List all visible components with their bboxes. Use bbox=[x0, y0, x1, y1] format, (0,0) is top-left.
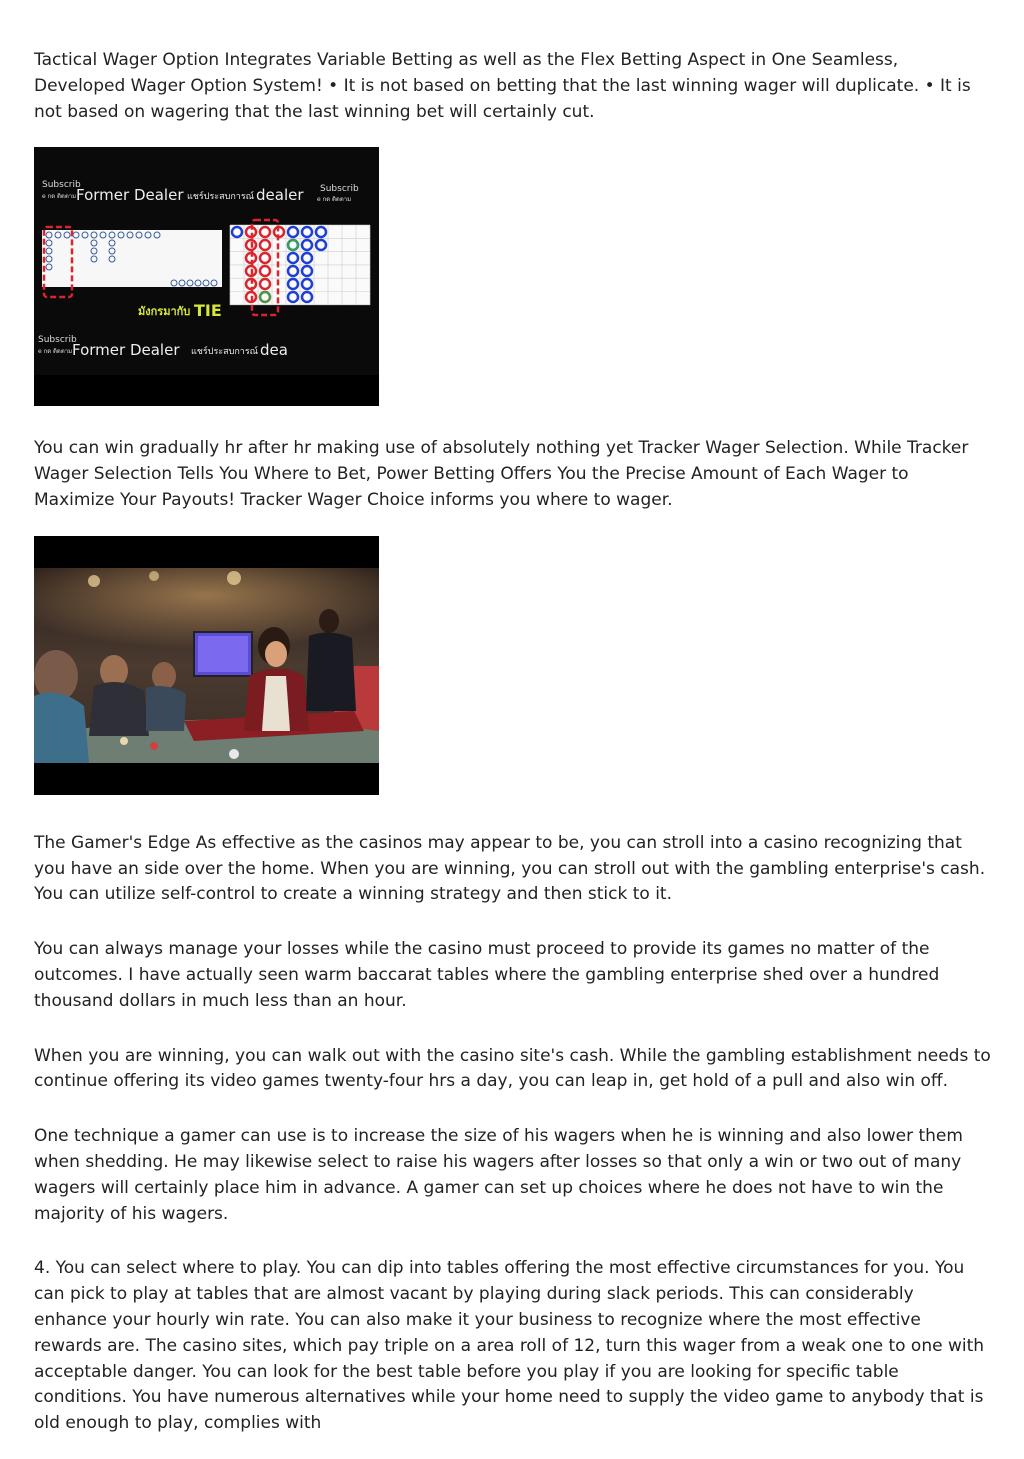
former-dealer-title: Former Dealer bbox=[76, 186, 184, 205]
bottom-subscribe-text: Subscrib bbox=[38, 335, 77, 346]
left-scoreboard bbox=[42, 230, 222, 287]
thai-title: แชร์ประสบการณ์ bbox=[187, 192, 255, 203]
paragraph-3: The Gamer's Edge As effective as the casinos may appear to be, you can stroll into a casino recognizing that you have an side over the home. When you are winning, you can stroll out with the gambling enterprise's cash. You can utilize self-control to create a winning strategy and then stick to it. bbox=[34, 832, 986, 905]
paragraph-4: You can always manage your losses while the casino must proceed to provide its games no matter of the outcomes. I have actually seen warm baccarat tables where the gambling enterprise shed over a hundred thousand dollars in much less than an hour. bbox=[34, 939, 940, 1011]
bottom-former-dealer: Former Dealer bbox=[72, 341, 180, 360]
paragraph-6: One technique a gamer can use is to increase the size of his wagers when he is winning and also lower them when shedding. He may likewise select to raise his wagers after losses so that only a win or two out of many wagers will certainly place him in advance. A gamer can set up choices where he does not have to win the majority of his wagers. bbox=[34, 1126, 963, 1224]
paragraph-2: You can win gradually hr after hr making use of absolutely nothing yet Tracker Wager Selection. While Tracker Wager Selection Tells You Where to Bet, Power Betting Offers You the Precise Amount of Each Wager to Maximize Your Payouts! Tracker Wager Choice informs you where to wager. bbox=[34, 438, 969, 510]
paragraph-7: 4. You can select where to play. You can dip into tables offering the most effective circumstances for you. You can pick to play at tables that are almost vacant by playing during slack periods. This can considerably enhance your hourly win rate. You can also make it your business to recognize where the most effective rewards are. The casino sites, which pay triple on a area roll of 12, turn this wager from a weak one to one with acceptable danger. You can look for the best table before you play if you are looking for specific table conditions. You have numerous alternatives while your home need to supply the video game to anybody that is old enough to play, complies with bbox=[34, 1258, 985, 1434]
bottom-dealer-word: dea bbox=[260, 341, 288, 360]
casino-table-photo bbox=[34, 536, 379, 795]
paragraph-1: Tactical Wager Option Integrates Variable Betting as well as the Flex Betting Aspect in One Seamless, Developed Wager Option System! • It is not based on betting that the last winning wager will duplicate. • It is not based on wagering that the last winning bet will certainly cut. bbox=[34, 50, 971, 122]
subscribe-left-sub: e กด ติดตาม bbox=[42, 193, 77, 201]
paragraph-5: When you are winning, you can walk out with the casino site's cash. While the gambling establishment needs to continue offering its video games twenty-four hrs a day, you can leap in, get hold of a pull and also win off. bbox=[34, 1045, 991, 1092]
subscribe-left-text: Subscrib bbox=[42, 180, 81, 191]
bottom-subscribe-sub: e กด ติดตาม bbox=[38, 348, 73, 356]
subscribe-right-text: Subscrib bbox=[320, 184, 359, 195]
tie-label: TIE bbox=[194, 301, 222, 321]
dealer-word: dealer bbox=[256, 186, 304, 205]
document-body bbox=[34, 48, 992, 1459]
tie-label-thai: มังกรมากับ bbox=[138, 305, 191, 319]
bottom-thai: แชร์ประสบการณ์ bbox=[191, 347, 259, 358]
subscribe-right-sub: e กด ติดตาม bbox=[317, 196, 352, 204]
baccarat-scoreboard-image bbox=[34, 147, 379, 406]
